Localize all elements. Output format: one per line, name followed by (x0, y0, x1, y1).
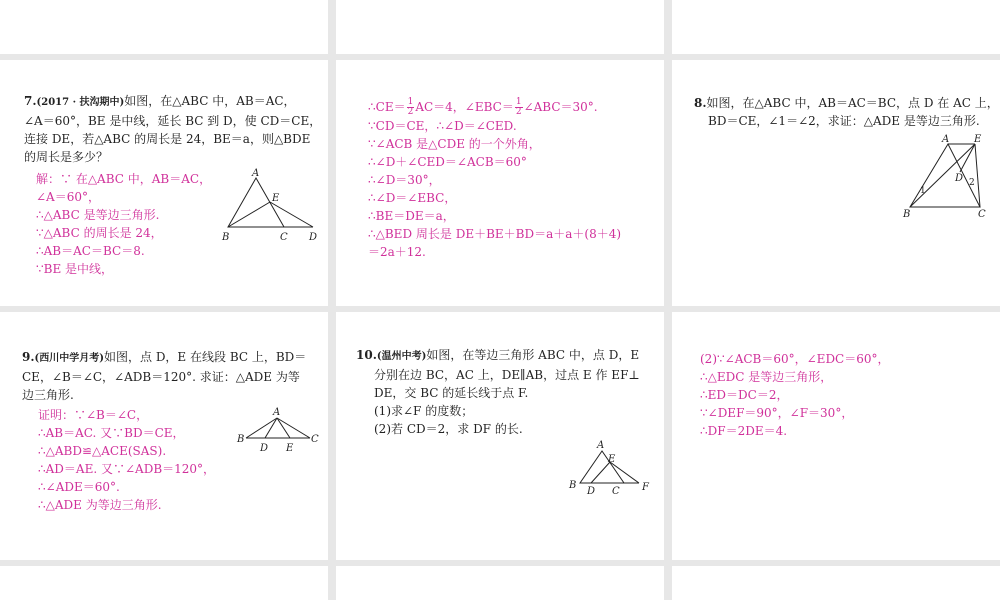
solution-line: ∴△ADE 为等边三角形. (38, 498, 162, 512)
label-a: A (597, 440, 605, 451)
panel-top-left (0, 0, 328, 54)
problem-source: (西川中学月考) (34, 353, 104, 364)
solution-line: ∴△EDC 是等边三角形， (700, 370, 833, 384)
fraction-half: $\frac{1}{2}$ (515, 97, 522, 117)
figure-problem-8 (672, 60, 1000, 306)
panel-problem-7 (0, 60, 328, 306)
question-line: 边三角形. (22, 388, 74, 402)
question-line: 如图，在等边三角形 ABC 中，点 D，E (426, 348, 640, 362)
problem-number: 9. (22, 350, 35, 364)
solution-line: ∴△ABD≌△ACE(SAS). (38, 444, 167, 458)
solution-line: (2)∵∠ACB＝60°，∠EDC＝60°， (700, 352, 890, 366)
problem-number: 8. (694, 96, 707, 110)
segment-ab (246, 418, 277, 438)
solution-line: ∴△BED 周长是 DE＋BE＋BD＝a＋a＋(8＋4) (368, 227, 622, 241)
question-line: 分别在边 BC，AC 上，DE∥AB，过点 E 作 EF⊥ (374, 368, 640, 382)
label-d: D (260, 443, 269, 454)
panel-problem-10 (336, 312, 664, 560)
solution-line: ∴AB＝AC＝BC＝8. (36, 244, 145, 258)
segment-ef (610, 462, 639, 483)
problem-source: (温州中考) (376, 351, 427, 362)
panel-bottom-left (0, 566, 328, 600)
panel-top-middle (336, 0, 664, 54)
panel-top-right (672, 0, 1000, 54)
solution-line: ∵BE 是中线， (36, 262, 114, 276)
solution-line: ∴∠D＝30°， (368, 173, 441, 187)
label-d: D (587, 486, 596, 497)
label-e: E (286, 443, 294, 454)
question-line: DE，交 BC 的延长线于点 F. (374, 386, 529, 400)
label-angle-1: 1 (920, 186, 926, 196)
label-b: B (237, 434, 245, 445)
label-e: E (272, 193, 280, 204)
label-b: B (903, 209, 911, 220)
solution-line: ∵∠ACB 是△CDE 的一个外角， (368, 137, 541, 151)
label-d: D (955, 173, 964, 184)
question-line: ∠A＝60°，BE 是中线，延长 BC 到 D，使 CD＝CE， (24, 114, 322, 128)
solution-line: 解：∵ 在△ABC 中，AB＝AC， (36, 172, 212, 186)
solution-line: ∴ED＝DC＝2， (700, 388, 789, 402)
segment-be (228, 202, 270, 227)
panel-problem-10-solution (672, 312, 1000, 560)
label-b: B (569, 480, 577, 491)
solution-line: 证明：∵∠B＝∠C， (38, 408, 149, 422)
segment-ae (277, 418, 290, 438)
question-line: 如图，在△ABC 中，AB＝AC＝BC，点 D 在 AC 上， (706, 96, 999, 110)
solution-line: ∴∠D＝∠EBC， (368, 191, 457, 205)
fraction-half: $\frac{1}{2}$ (407, 97, 414, 117)
solution-line: ∴∠ADE＝60°. (38, 480, 120, 494)
solution-line: ∠A＝60°， (36, 190, 100, 204)
label-f: F (642, 482, 649, 493)
problem-7-solution-continued (368, 98, 621, 261)
question-line: 连接 DE，若△ABC 的周长是 24，BE＝a，则△BDE (24, 132, 311, 146)
segment-de (591, 462, 610, 483)
label-a: A (273, 407, 281, 418)
panel-bottom-right (672, 566, 1000, 600)
label-e: E (974, 134, 982, 145)
label-c: C (612, 486, 620, 497)
question-line: CE，∠B＝∠C，∠ADB＝120°. 求证：△ADE 为等 (22, 370, 300, 384)
segment-ac (277, 418, 310, 438)
problem-number: 10. (356, 348, 377, 362)
panel-bottom-middle (336, 566, 664, 600)
label-a: A (942, 134, 950, 145)
problem-number: 7. (24, 94, 37, 108)
solution-line: ∴△ABC 是等边三角形. (36, 208, 160, 222)
question-line: 的周长是多少？ (24, 150, 109, 164)
solution-line: ∴AB＝AC. 又∵BD＝CE， (38, 426, 185, 440)
label-c: C (280, 232, 288, 243)
figure-problem-9 (0, 312, 328, 560)
panel-problem-7-continued (336, 60, 664, 306)
solution-line: ∴CE＝ $\frac{1}{2}$ AC＝4，∠EBC＝ $\frac{1}{2}$ ∠ABC＝30°. (368, 97, 598, 117)
figure-problem-7 (0, 60, 328, 306)
label-c: C (311, 434, 319, 445)
solution-line: ∴DF＝2DE＝4. (700, 424, 788, 438)
solution-line: ∵∠DEF＝90°，∠F＝30°， (700, 406, 854, 420)
label-d: D (309, 232, 318, 243)
question-line: 如图，点 D，E 在线段 BC 上，BD＝ (104, 350, 307, 364)
solution-line: ∴AD＝AE. 又∵∠ADB＝120°， (38, 462, 216, 476)
label-b: B (222, 232, 230, 243)
figure-problem-10 (336, 312, 664, 560)
panel-problem-8 (672, 60, 1000, 306)
solution-line: ∵△ABC 的周长是 24， (36, 226, 163, 240)
question-line: (2)若 CD＝2，求 DF 的长. (374, 422, 523, 436)
question-line: (1)求∠F 的度数； (374, 404, 474, 418)
label-e: E (608, 454, 616, 465)
problem-10-solution (700, 350, 890, 440)
solution-line: ∴BE＝DE＝a， (368, 209, 455, 223)
solution-line: ＝2a＋12. (368, 245, 426, 259)
question-line: 如图，在△ABC 中，AB＝AC， (124, 94, 296, 108)
panel-problem-9 (0, 312, 328, 560)
question-line: BD＝CE，∠1＝∠2，求证：△ADE 是等边三角形. (708, 114, 980, 128)
label-a: A (252, 168, 260, 179)
problem-source: (2017 · 扶沟期中) (36, 97, 125, 108)
solution-line: ∴∠D＋∠CED＝∠ACB＝60° (368, 155, 527, 169)
segment-ad (265, 418, 277, 438)
solution-line: ∵CD＝CE，∴∠D＝∠CED. (368, 119, 517, 133)
label-angle-2: 2 (969, 178, 975, 188)
segment-de (960, 144, 975, 172)
label-c: C (978, 209, 986, 220)
